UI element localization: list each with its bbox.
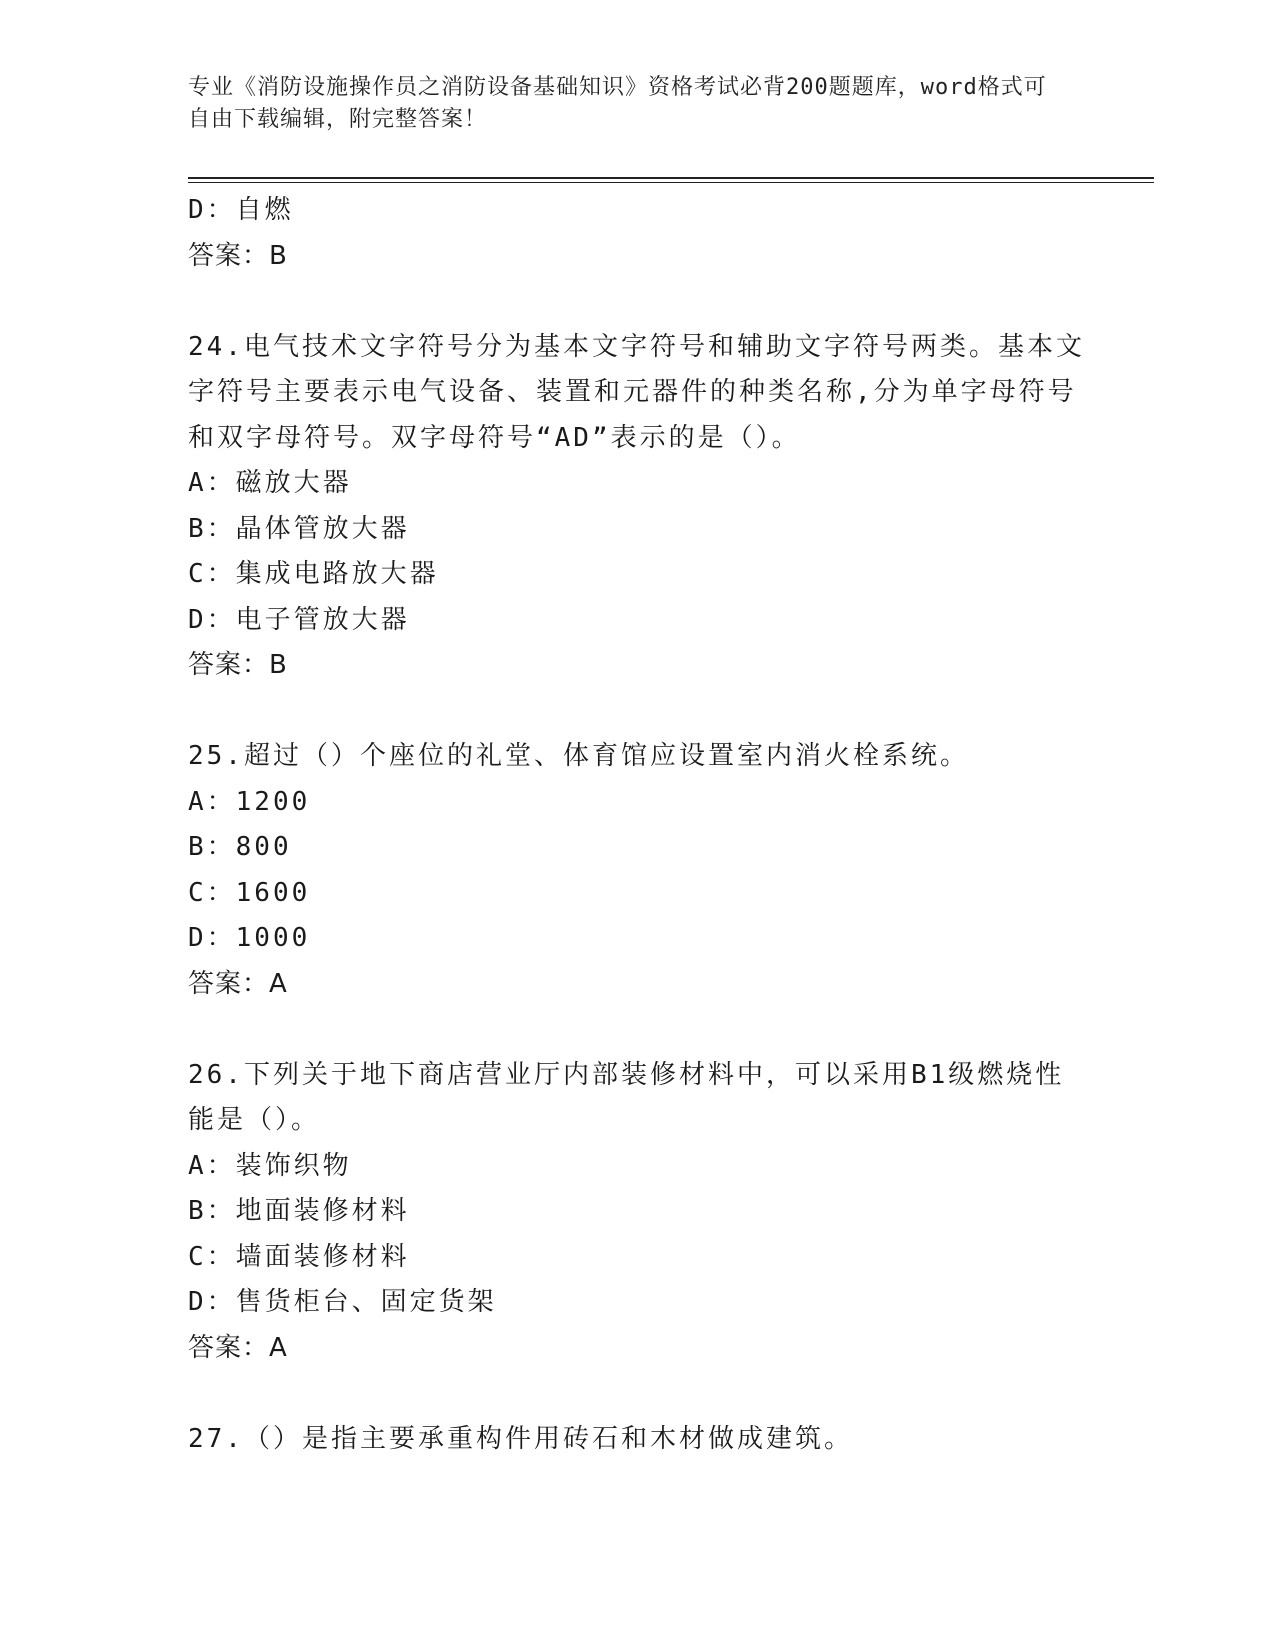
question-26-answer: 答案：A [188,1332,288,1363]
question-24-option-a: A：磁放大器 [188,468,352,498]
question-24-option-d: D：电子管放大器 [188,604,410,635]
header-divider-thick [188,177,1154,179]
question-26-option-a: A：装饰织物 [188,1150,352,1181]
spacer [188,1007,1088,1053]
question-24-answer: 答案：B [188,650,288,680]
question-26-option-c: C：墙面装修材料 [188,1241,410,1272]
spacer [188,689,1088,735]
question-26-option-d: D：售货柜台、固定货架 [188,1287,497,1317]
question-26-option-b: B：地面装修材料 [188,1196,410,1226]
question-24-line-1: 24.电气技术文字符号分为基本文字符号和辅助文字符号两类。基本文 [188,331,1085,362]
question-24-line-3: 和双字母符号。双字母符号“AD”表示的是（）。 [188,422,801,453]
prev-answer: 答案：B [188,240,288,271]
question-25-option-a: A：1200 [188,786,311,817]
question-25-answer: 答案：A [188,968,288,999]
question-27-line-1: 27.（）是指主要承重构件用砖石和木材做成建筑。 [188,1423,853,1454]
question-content [188,188,1088,1462]
spacer [188,279,1088,325]
prev-option-d: D：自燃 [188,195,294,225]
question-26-line-2: 能是（）。 [188,1105,321,1135]
question-26-line-1: 26.下列关于地下商店营业厅内部装修材料中，可以采用B1级燃烧性 [188,1059,1065,1090]
document-header: 专业《消防设施操作员之消防设备基础知识》资格考试必背200题题库，word格式可自由下载编辑，附完整答案！ [188,75,1047,132]
question-24-line-2: 字符号主要表示电气设备、装置和元器件的种类名称,分为单字母符号 [188,377,1077,407]
question-25-option-c: C：1600 [188,877,311,908]
question-24-option-c: C：集成电路放大器 [188,559,439,589]
question-25-option-b: B：800 [188,832,292,862]
header-divider-thin [188,182,1154,183]
question-24-option-b: B：晶体管放大器 [188,513,410,544]
question-25-line-1: 25.超过（）个座位的礼堂、体育馆应设置室内消火栓系统。 [188,741,969,771]
spacer [188,1371,1088,1417]
question-25-option-d: D：1000 [188,923,311,953]
